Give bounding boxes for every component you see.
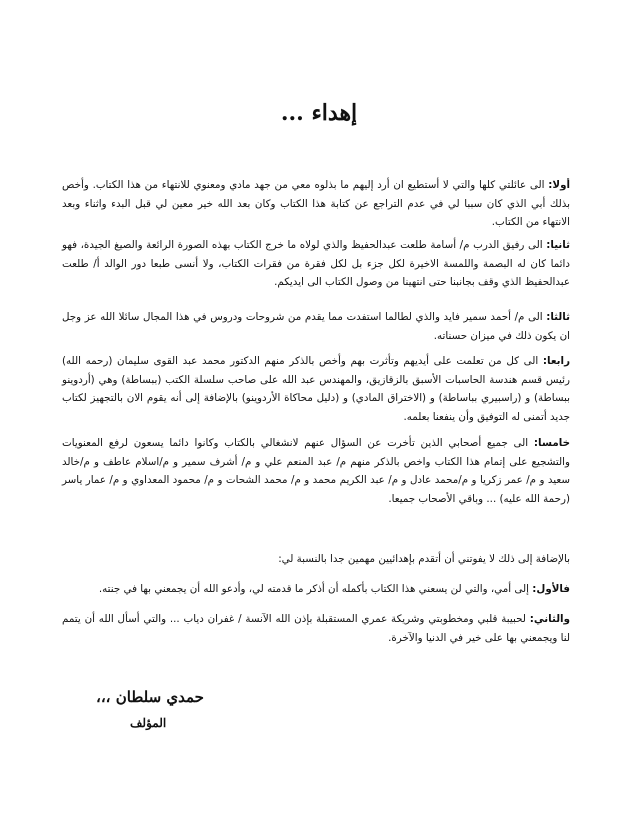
paragraph-lead: خامسا: (533, 437, 570, 449)
paragraph-lead: ثانيا: (546, 239, 571, 251)
author-signature: حمدي سلطان ،،، (96, 688, 204, 706)
dedication-paragraph-8 (62, 610, 570, 647)
paragraph-text: الى عائلتي كلها والتي لا أستطيع ان أرد إليهم ما بذلوه معي من جهد مادي ومعنوي للانتهاء من هذا الكتاب. وأخص بذلك أبي الذي كان سببا لي في عدم التراجع عن كتابة هذا الكتاب وكان بعد الله خير معين لي قبل البدء واثناء وبعد الانتهاء من الكتاب. (62, 179, 570, 228)
paragraph-text: لحبيبة قلبي ومخطوبتي وشريكة عمري المستقبلة بإذن الله الآنسة / غفران دياب ... والتي أسأل الله أن يتمم لنا ويجمعني بها على خير في الدنيا والآخرة. (62, 613, 570, 644)
page-title: إهداء ... (280, 100, 358, 126)
dedication-paragraph-1 (62, 176, 570, 232)
paragraph-text: الى كل من تعلمت على أيديهم وتأثرت بهم وأخص بالذكر منهم الدكتور محمد عبد القوى سليمان (رحمه الله) رئيس قسم هندسة الحاسبات الأسبق بالزقازيق، والمهندس عبد الله على صاحب سلسلة الكتب (ببساطة) وهي (أردوينو ببساطة) و (راسبيري بباساطة) و (الاختراق المادي) و (دليل محاكاة الأردوينو) بالإضافة إلى أنه يقوم الان بالتجهيز لكتاب جديد أتمنى له التوفيق وأن ينفعنا بعلمه. (62, 355, 570, 423)
dedication-paragraph-3 (62, 308, 570, 345)
dedication-paragraph-6 (62, 550, 570, 569)
paragraph-text: الى م/ أحمد سمير فايد والذي لطالما استفدت مما يقدم من شروحات ودروس في هذا المجال سائلا الله عز وجل ان يكون ذلك في ميزان حسناته. (62, 311, 570, 342)
author-role: المؤلف (130, 716, 167, 730)
dedication-paragraph-2 (62, 236, 570, 292)
paragraph-lead: رابعا: (542, 355, 570, 367)
paragraph-text: إلى أمي، والتي لن يسعني هذا الكتاب بأكمله أن أذكر ما قدمته لي، وأدعو الله أن يجمعني بها في جنته. (98, 583, 529, 595)
paragraph-lead: فالأول: (532, 583, 570, 595)
paragraph-lead: ثالثا: (546, 311, 570, 323)
dedication-paragraph-7 (62, 580, 570, 599)
paragraph-lead: أولا: (548, 179, 570, 191)
paragraph-text: الى جميع أصحابي الذين تأخرت عن السؤال عنهم لانشغالي بالكتاب وكانوا دائما يسعون لرفع المعنويات والتشجيع على إتمام هذا الكتاب واخص بالذكر منهم م/ عبد المنعم علي و م/ أشرف سمير و م/اسلام عاطف و م/خالد سعيد و م/ عمر زكريا و م/محمد عادل و م/ عبد الكريم محمد و م/ محمد الشحات و م/ محمود المعداوي و م/ عمار ياسر (رحمة الله عليه) ... وباقي الأصحاب جميعا. (62, 437, 570, 505)
paragraph-text: الى رفيق الدرب م/ أسامة طلعت عبدالحفيظ والذي لولاه ما خرج الكتاب بهذه الصورة الرائعة والصيغ الجيدة، فهو دائما كان له البصمة واللمسة الاخيرة لكل جزء بل لكل فقرة من فقرات الكتاب، ولا أنسى طبعا دور الوالد أ/ طلعت عبدالحفيظ الذي وقف بجانبنا حتى انتهينا من وصول الكتاب الى ايديكم. (62, 239, 570, 288)
paragraph-text: بالإضافة إلى ذلك لا يفوتني أن أتقدم بإهدائيين مهمين جدا بالنسبة لي: (278, 553, 570, 565)
dedication-paragraph-4 (62, 352, 570, 426)
paragraph-lead: والثاني: (529, 613, 570, 625)
dedication-paragraph-5 (62, 434, 570, 508)
